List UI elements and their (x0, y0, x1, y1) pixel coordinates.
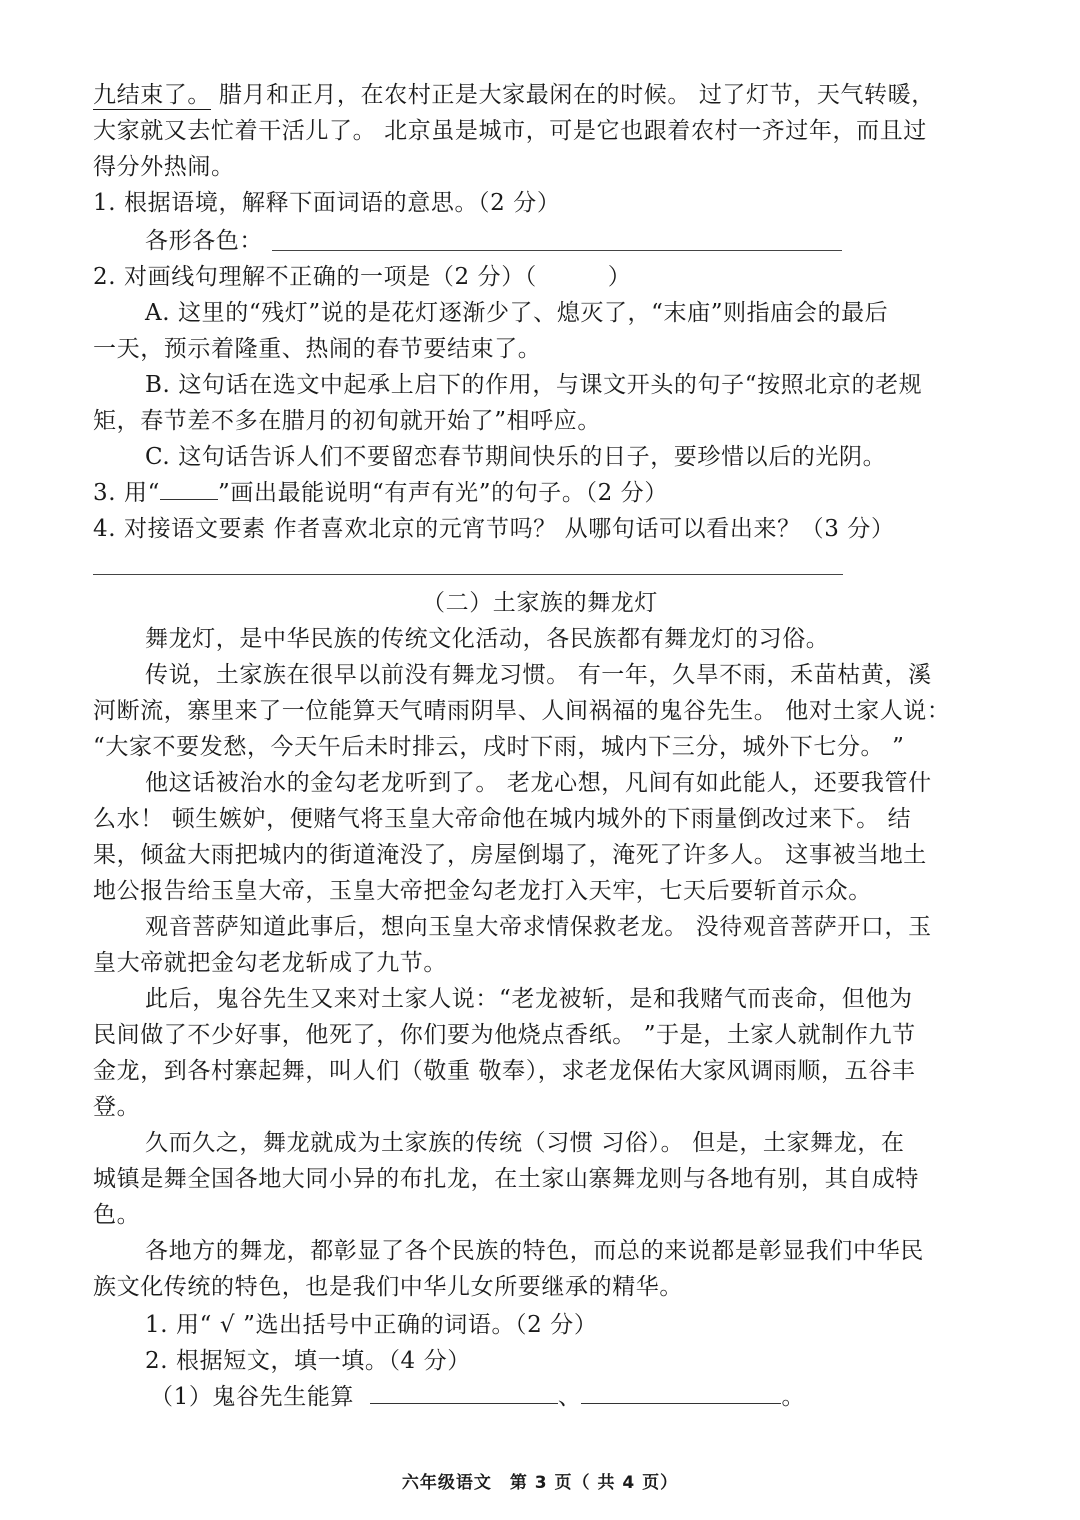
p1: 舞龙灯，是中华民族的传统文化活动，各民族都有舞龙灯的习俗。 (145, 626, 830, 652)
fill-blank-1[interactable] (370, 1383, 558, 1404)
passage1-line3: 得分外热闹。 (93, 154, 235, 180)
p3-line3: 果，倾盆大雨把城内的街道淹没了，房屋倒塌了，淹死了许多人。 这事被当地土 (93, 842, 927, 868)
p6-line3: 色。 (93, 1202, 141, 1228)
option-b-line1: B. 这句话在选文中起承上启下的作用，与课文开头的句子“按照北京的老规 (145, 372, 923, 398)
question-1-answer-row: 各形各色： (145, 228, 263, 254)
p2-line1: 传说，土家族在很早以前没有舞龙习惯。 有一年，久旱不雨，禾苗枯黄，溪 (145, 662, 932, 688)
p4-line1: 观音菩萨知道此事后，想向玉皇大帝求情保救老龙。 没待观音菩萨开口，玉 (145, 914, 932, 940)
p2-line3: “大家不要发愁，今天午后未时排云，戌时下雨，城内下三分，城外下七分。 ” (93, 734, 905, 760)
question-2-2: 2. 根据短文，填一填。（4 分） (145, 1348, 471, 1374)
p4-line2: 皇大帝就把金勾老龙斩成了九节。 (93, 950, 447, 976)
question-2-1: 1. 用“ √ ”选出括号中正确的词语。（2 分） (145, 1312, 598, 1338)
page-footer: 六年级语文 第 3 页（ 共 4 页） (401, 1473, 679, 1493)
p5-line4: 登。 (93, 1094, 141, 1120)
p6-line1: 久而久之，舞龙就成为土家族的传统（习惯 习俗）。 但是，土家舞龙，在 (145, 1130, 905, 1156)
option-a-line2: 一天，预示着隆重、热闹的春节要结束了。 (93, 336, 542, 362)
question-4: 4. 对接语文要素 作者喜欢北京的元宵节吗？ 从哪句话可以看出来？（3 分） (93, 516, 895, 542)
option-b-line2: 矩，春节差不多在腊月的初旬就开始了”相呼应。 (93, 408, 601, 434)
answer-line-q1[interactable] (272, 250, 842, 251)
option-c: C. 这句话告诉人们不要留恋春节期间快乐的日子，要珍惜以后的光阴。 (145, 444, 887, 470)
question-3: 3. 用“ ”画出最能说明“有声有光”的句子。（2 分） (93, 480, 668, 506)
question-2: 2. 对画线句理解不正确的一项是（2 分）（ ） (93, 264, 632, 290)
answer-line-q4[interactable] (93, 574, 843, 575)
option-a-line1: A. 这里的“残灯”说的是花灯逐渐少了、熄灭了，“末庙”则指庙会的最后 (145, 300, 889, 326)
p3-line1: 他这话被治水的金勾老龙听到了。 老龙心想，凡间有如此能人，还要我管什 (145, 770, 932, 796)
underline-sample (160, 479, 218, 500)
p7-line2: 族文化传统的特色，也是我们中华儿女所要继承的精华。 (93, 1274, 683, 1300)
p3-line4: 地公报告给玉皇大帝，玉皇大帝把金勾老龙打入天牢，七天后要斩首示众。 (93, 878, 872, 904)
p7-line1: 各地方的舞龙，都彰显了各个民族的特色，而总的来说都是彰显我们中华民 (145, 1238, 924, 1264)
passage1-line2: 大家就又去忙着干活儿了。 北京虽是城市，可是它也跟着农村一齐过年，而且过 (93, 118, 927, 144)
fill-blank-2[interactable] (581, 1383, 781, 1404)
p5-line3: 金龙，到各村寨起舞，叫人们（敬重 敬奉），求老龙保佑大家风调雨顺，五谷丰 (93, 1058, 916, 1084)
passage1-line1: 九结束了。 腊月和正月，在农村正是大家最闲在的时候。 过了灯节，天气转暖， (93, 82, 935, 108)
p2-line2: 河断流，寨里来了一位能算天气晴雨阴旱、人间祸福的鬼谷先生。 他对土家人说： (93, 698, 951, 724)
p5-line1: 此后，鬼谷先生又来对土家人说：“老龙被斩，是和我赌气而丧命，但他为 (145, 986, 913, 1012)
p3-line2: 么水！ 顿生嫉妒，便赌气将玉皇大帝命他在城内城外的下雨量倒改过来下。 结 (93, 806, 912, 832)
passage2-title: （二）土家族的舞龙灯 (422, 590, 658, 616)
question-2-2-1: （1）鬼谷先生能算 、 。 (150, 1384, 806, 1410)
p5-line2: 民间做了不少好事，他死了，你们要为他烧点香纸。 ”于是，土家人就制作九节 (93, 1022, 916, 1048)
underlined-sentence-end: 九结束了。 (93, 82, 211, 108)
p6-line2: 城镇是舞全国各地大同小异的布扎龙，在土家山寨舞龙则与各地有别，其自成特 (93, 1166, 919, 1192)
question-1: 1. 根据语境，解释下面词语的意思。（2 分） (93, 190, 561, 216)
